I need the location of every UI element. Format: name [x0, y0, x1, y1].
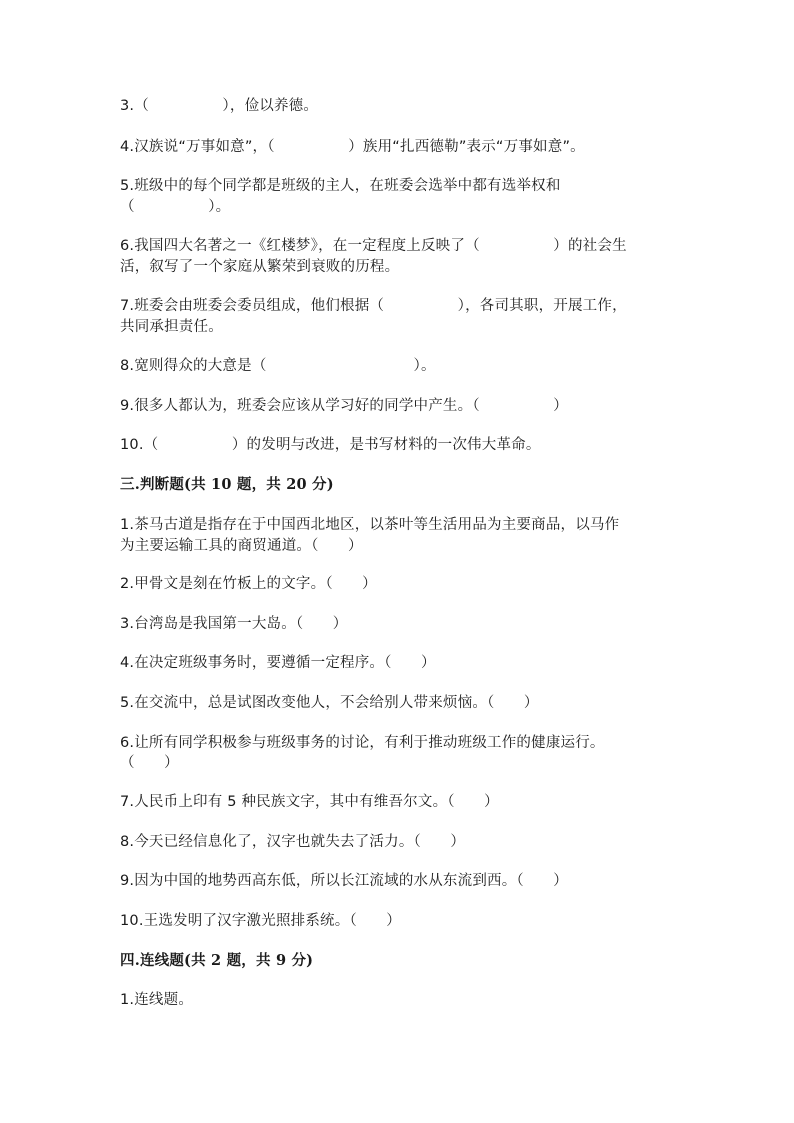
true-false-question-10: 10.王选发明了汉字激光照排系统。（ ）	[120, 913, 402, 929]
fill-blank-question-4: 4.汉族说“万事如意”，（ ）族用“扎西德勒”表示“万事如意”。	[120, 139, 585, 155]
true-false-question-7: 7.人民币上印有 5 种民族文字，其中有维吾尔文。（ ）	[120, 794, 499, 810]
section-heading-matching: 四.连线题(共 2 题，共 9 分)	[120, 952, 314, 969]
true-false-question-4: 4.在决定班级事务时，要遵循一定程序。（ ）	[120, 655, 436, 671]
fill-blank-question-5-line-2: （ ）。	[120, 199, 231, 215]
true-false-question-9: 9.因为中国的地势西高东低，所以长江流域的水从东流到西。（ ）	[120, 873, 568, 889]
matching-question-1: 1.连线题。	[120, 992, 194, 1008]
fill-blank-question-3: 3.（ ），俭以养德。	[120, 98, 319, 114]
true-false-question-6-line-1: 6.让所有同学积极参与班级事务的讨论，有利于推动班级工作的健康运行。	[120, 735, 605, 751]
fill-blank-question-7-line-1: 7.班委会由班委会委员组成，他们根据（ ），各司其职，开展工作，	[120, 298, 627, 314]
true-false-question-5: 5.在交流中，总是试图改变他人，不会给别人带来烦恼。（ ）	[120, 695, 539, 711]
true-false-question-3: 3.台湾岛是我国第一大岛。（ ）	[120, 616, 348, 632]
fill-blank-question-5-line-1: 5.班级中的每个同学都是班级的主人，在班委会选举中都有选举权和	[120, 178, 561, 194]
true-false-question-1-line-1: 1.茶马古道是指存在于中国西北地区，以茶叶等生活用品为主要商品，以马作	[120, 517, 620, 533]
fill-blank-question-10: 10.（ ）的发明与改进，是书写材料的一次伟大革命。	[120, 437, 541, 453]
true-false-question-8: 8.今天已经信息化了，汉字也就失去了活力。（ ）	[120, 834, 466, 850]
fill-blank-question-6-line-2: 活，叙写了一个家庭从繁荣到衰败的历程。	[120, 259, 400, 275]
fill-blank-question-6-line-1: 6.我国四大名著之一《红楼梦》，在一定程度上反映了（ ）的社会生	[120, 238, 627, 254]
section-heading-true-false: 三.判断题(共 10 题，共 20 分)	[120, 476, 334, 493]
fill-blank-question-9: 9.很多人都认为，班委会应该从学习好的同学中产生。（ ）	[120, 398, 568, 414]
fill-blank-question-8: 8.宽则得众的大意是（ ）。	[120, 358, 436, 374]
true-false-question-1-line-2: 为主要运输工具的商贸通道。（ ）	[120, 538, 363, 554]
true-false-question-6-line-2: （ ）	[120, 755, 179, 771]
true-false-question-2: 2.甲骨文是刻在竹板上的文字。（ ）	[120, 576, 377, 592]
fill-blank-question-7-line-2: 共同承担责任。	[120, 319, 223, 335]
